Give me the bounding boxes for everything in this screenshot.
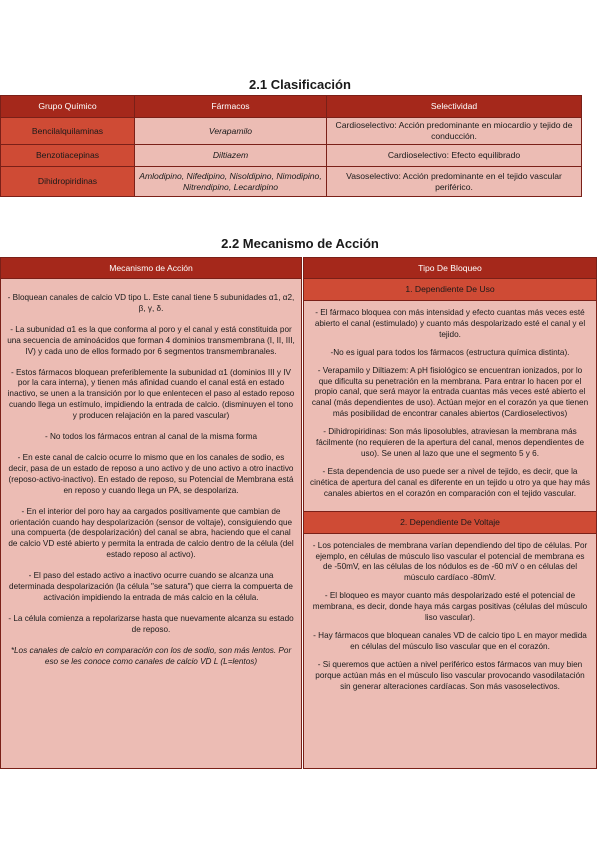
drugs-cell: Diltiazem bbox=[135, 145, 327, 167]
table-row bbox=[1, 145, 582, 167]
classification-table bbox=[0, 95, 582, 197]
block-paragraph: - Los potenciales de membrana varían dependiendo del tipo de células. Por ejemplo, en células de músculo liso vascular el potencial de membrana es de -50mV, en las células de los nódulos es de -60 mV o en células del músculo cardíaco -80mV. bbox=[312, 540, 588, 583]
mechanism-body bbox=[1, 279, 301, 667]
group-cell: Dihidropiridinas bbox=[1, 167, 135, 197]
mechanism-paragraph: - La subunidad α1 es la que conforma al poro y el canal y está constituida por una secuencia de aminoácidos que forman 4 dominios transmembrana (I, II, III, IV) y cada uno de ellos formado por 6 segmentos transmembranales. bbox=[7, 324, 295, 356]
mechanism-paragraph: - En este canal de calcio ocurre lo mismo que en los canales de sodio, es decir, pasa de un estado de reposo a uno activo y de uno activo a otro inactivo (reposo-activo-inactivo). En estado de reposo, su Potencial de Membrana está en reposo y cuando llega un PA, se despolariza. bbox=[8, 452, 294, 495]
mechanism-paragraph: - Estos fármacos bloquean preferiblemente la subunidad α1 (dominios III y IV por la cara interna), y tienen más afinidad cuando el canal está en estado inactivo, se unen a la transición por lo que enlentecen el paso al estado reposo cuando llega un estímulo, impidiendo la entrada de calcio. (disminuyen el tono y producen relajación en la pared vascular) bbox=[7, 367, 295, 421]
use-dependent-body bbox=[304, 301, 596, 511]
table-header-row bbox=[1, 96, 582, 118]
mechanism-header: Mecanismo de Acción bbox=[1, 258, 301, 279]
mechanism-title: 2.2 Mecanismo de Acción bbox=[221, 236, 379, 251]
block-paragraph: - Si queremos que actúen a nivel periférico estos fármacos van muy bien porque actúan más en el músculo liso vascular provocando vasodilatación sin generar alteraciones cardíacas. Son más vasoselectivos. bbox=[315, 659, 585, 691]
block-paragraph: - El bloqueo es mayor cuanto más despolarizado esté el potencial de membrana, es decir, donde haya más cargas positivas (células del músculo liso vascular). bbox=[312, 591, 588, 623]
selectivity-cell: Cardioselectivo: Acción predominante en miocardio y tejido de conducción. bbox=[327, 118, 582, 145]
block-type-column bbox=[303, 257, 597, 769]
group-cell: Bencilalquilaminas bbox=[1, 118, 135, 145]
column-header: Grupo Químico bbox=[1, 96, 135, 118]
selectivity-cell: Cardioselectivo: Efecto equilibrado bbox=[327, 145, 582, 167]
voltage-dependent-body bbox=[304, 534, 596, 704]
use-dependent-subheader: 1. Dependiente De Uso bbox=[304, 279, 596, 301]
mechanism-paragraph: - En el interior del poro hay aa cargados positivamente que cambian de orientación cuando hay despolarización (sensor de voltaje), consiguiendo que una compuerta (de despolarización) del canal se abra, haciendo que el canal de calcio VD esté abierto y permita la entrada de calcio dentro de la célula (del estado reposo al activo). bbox=[8, 506, 294, 560]
column-header: Fármacos bbox=[135, 96, 327, 118]
column-header: Selectividad bbox=[327, 96, 582, 118]
table-row bbox=[1, 118, 582, 145]
block-type-header: Tipo De Bloqueo bbox=[304, 258, 596, 279]
block-paragraph: -No es igual para todos los fármacos (estructura química distinta). bbox=[330, 347, 570, 357]
selectivity-cell: Vasoselectivo: Acción predominante en el tejido vascular periférico. bbox=[327, 167, 582, 197]
block-paragraph: - Esta dependencia de uso puede ser a nivel de tejido, es decir, que la cinética de apertura del canal es diferente en un tejido u otro ya que hay más canales abiertos en el corazón en comparación con el tejido vascular. bbox=[310, 466, 590, 498]
mechanism-paragraph: - Bloquean canales de calcio VD tipo L. Este canal tiene 5 subunidades α1, α2, β, γ, δ. bbox=[7, 293, 295, 313]
classification-title: 2.1 Clasificación bbox=[249, 77, 351, 92]
block-paragraph: - Verapamilo y Diltiazem: A pH fisiológico se encuentran ionizados, por lo que dificulta su penetración en la membrana. Para entrar lo hacen por el propio canal, que será mayor la entrada cuantas más veces esté abierto el canal (más dependientes de uso). Actúan mejor en el corazón ya que tienen más posibilidad de encontrar canales abiertos (Cardioselectivos) bbox=[311, 365, 589, 419]
mechanism-note: *Los canales de calcio en comparación con los de sodio, son más lentos. Por eso se les conoce como canales de calcio VD L (L=lentos) bbox=[10, 645, 292, 666]
block-paragraph: - Dihidropiridinas: Son más liposolubles, atraviesan la membrana más fácilmente (no requieren de la apertura del canal, menos dependientes de uso). Se unen al lazo que une el segmento 5 y 6. bbox=[315, 427, 585, 458]
block-paragraph: - El fármaco bloquea con más intensidad y efecto cuantas más veces esté abierto el canal (estimulado) y cuanto más despolarizado esté el canal y el tejido. bbox=[314, 308, 586, 339]
drugs-cell: Verapamilo bbox=[135, 118, 327, 145]
drugs-cell: Amlodipino, Nifedipino, Nisoldipino, Nimodipino, Nitrendipino, Lecardipino bbox=[135, 167, 327, 197]
mechanism-paragraph: - No todos los fármacos entran al canal de la misma forma bbox=[44, 432, 258, 442]
voltage-dependent-subheader: 2. Dependiente De Voltaje bbox=[304, 511, 596, 534]
block-paragraph: - Hay fármacos que bloquean canales VD de calcio tipo L en mayor medida en células del músculo liso vascular que en el corazón. bbox=[313, 630, 587, 651]
mechanism-column bbox=[0, 257, 302, 769]
table-row bbox=[1, 167, 582, 197]
mechanism-paragraph: - El paso del estado activo a inactivo ocurre cuando se alcanza una determinada despolarización (la célula "se satura") que cierra la compuerta de activación impidiendo la entrada de más calcio en la célula. bbox=[9, 571, 293, 602]
group-cell: Benzotiacepinas bbox=[1, 145, 135, 167]
mechanism-paragraph: - La célula comienza a repolarizarse hasta que nuevamente alcanza su estado de reposo. bbox=[8, 613, 294, 634]
